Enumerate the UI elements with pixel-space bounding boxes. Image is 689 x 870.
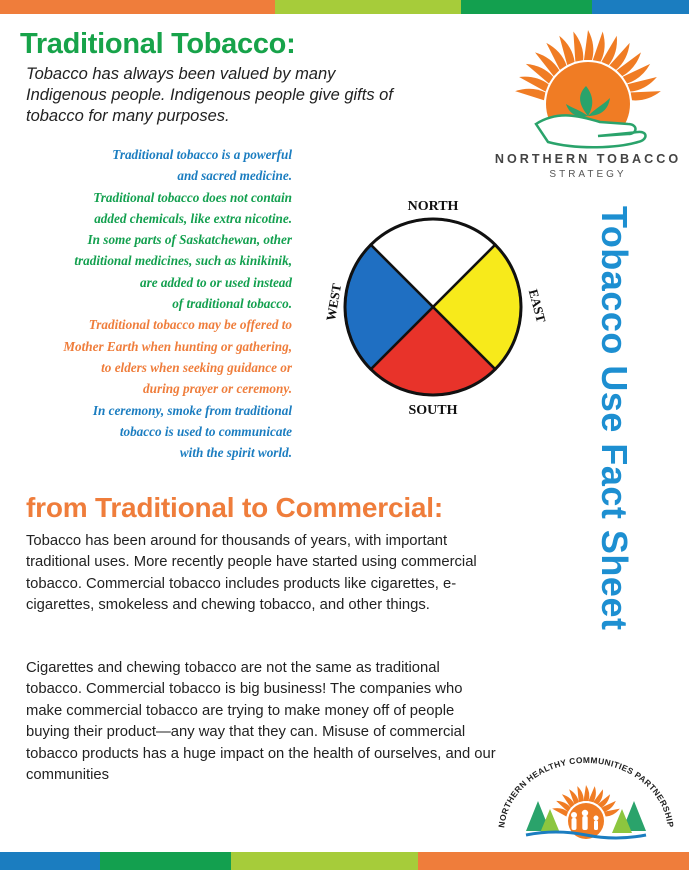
poem-line: Traditional tobacco may be offered to <box>88 317 292 333</box>
bar-segment-green <box>100 852 231 870</box>
bottom-color-bar <box>0 852 689 870</box>
poem-line: and sacred medicine. <box>177 168 292 184</box>
bar-segment-orange <box>0 0 275 14</box>
traditional-tobacco-heading: Traditional Tobacco: <box>20 28 296 60</box>
bar-segment-lime <box>231 852 418 870</box>
poem-line: Traditional tobacco is a powerful <box>112 147 292 162</box>
commercial-paragraph-2: Cigarettes and chewing tobacco are not the same as traditional tobacco. Commercial tobacco is big business! The companies who make commercial tobacco are trying to make money off of people buying their product—any way that they can. Misuse of commercial tobacco products has a huge impact on the health of ourselves, and our communities <box>26 660 496 784</box>
wheel-north-label: NORTH <box>407 199 459 214</box>
bar-segment-blue <box>592 0 689 14</box>
poem-line: In ceremony, smoke from traditional <box>92 402 292 418</box>
poem-line: during prayer or ceremony. <box>143 381 292 397</box>
poem-line: added chemicals, like extra nicotine. <box>94 210 292 226</box>
nts-logo-title: NORTHERN TOBACCO <box>494 152 682 166</box>
poem-line: with the spirit world. <box>179 445 292 461</box>
traditional-tobacco-poem <box>20 144 292 463</box>
intro-text: Tobacco has always been valued by many Indigenous people. Indigenous people give gifts of tobacco for many purposes. <box>26 65 393 125</box>
poem-line: traditional medicines, such as kinikinik, <box>74 253 292 269</box>
top-color-bar <box>0 0 689 14</box>
poem-line: Traditional tobacco does not contain <box>93 189 292 205</box>
fact-sheet-title: Tobacco Use Fact Sheet <box>594 206 635 631</box>
poem-line: tobacco is used to communicate <box>119 423 292 439</box>
poem-line: are added to or used instead <box>139 274 292 290</box>
poem-line: to elders when seeking guidance or <box>101 359 292 375</box>
nts-logo-subtitle: STRATEGY <box>549 169 627 180</box>
wheel-south-label: SOUTH <box>408 403 458 418</box>
bar-segment-blue <box>0 852 100 870</box>
medicine-wheel <box>316 196 550 418</box>
northern-healthy-communities-partnership-logo <box>486 755 686 843</box>
hand-icon <box>536 115 646 147</box>
commercial-tobacco-heading: from Traditional to Commercial: <box>26 492 443 523</box>
poem-line: Mother Earth when hunting or gathering, <box>63 338 292 354</box>
bar-segment-green <box>461 0 592 14</box>
poem-line: In some parts of Saskatchewan, other <box>87 232 292 248</box>
bar-segment-orange <box>418 852 689 870</box>
bar-segment-lime <box>275 0 461 14</box>
commercial-paragraph-1: Tobacco has been around for thousands of years, with important traditional uses. More recently people have started using commercial tobacco. Commercial tobacco includes products like cigarettes, e-cigarettes, smokeless and chewing tobacco, and other things. <box>26 533 477 614</box>
nhcp-logo-text: NORTHERN HEALTHY COMMUNITIES PARTNERSHIP <box>496 755 676 829</box>
poem-line: of traditional tobacco. <box>172 296 292 312</box>
wheel-west-label: WEST <box>322 282 345 323</box>
wheel-east-label: EAST <box>525 287 549 325</box>
